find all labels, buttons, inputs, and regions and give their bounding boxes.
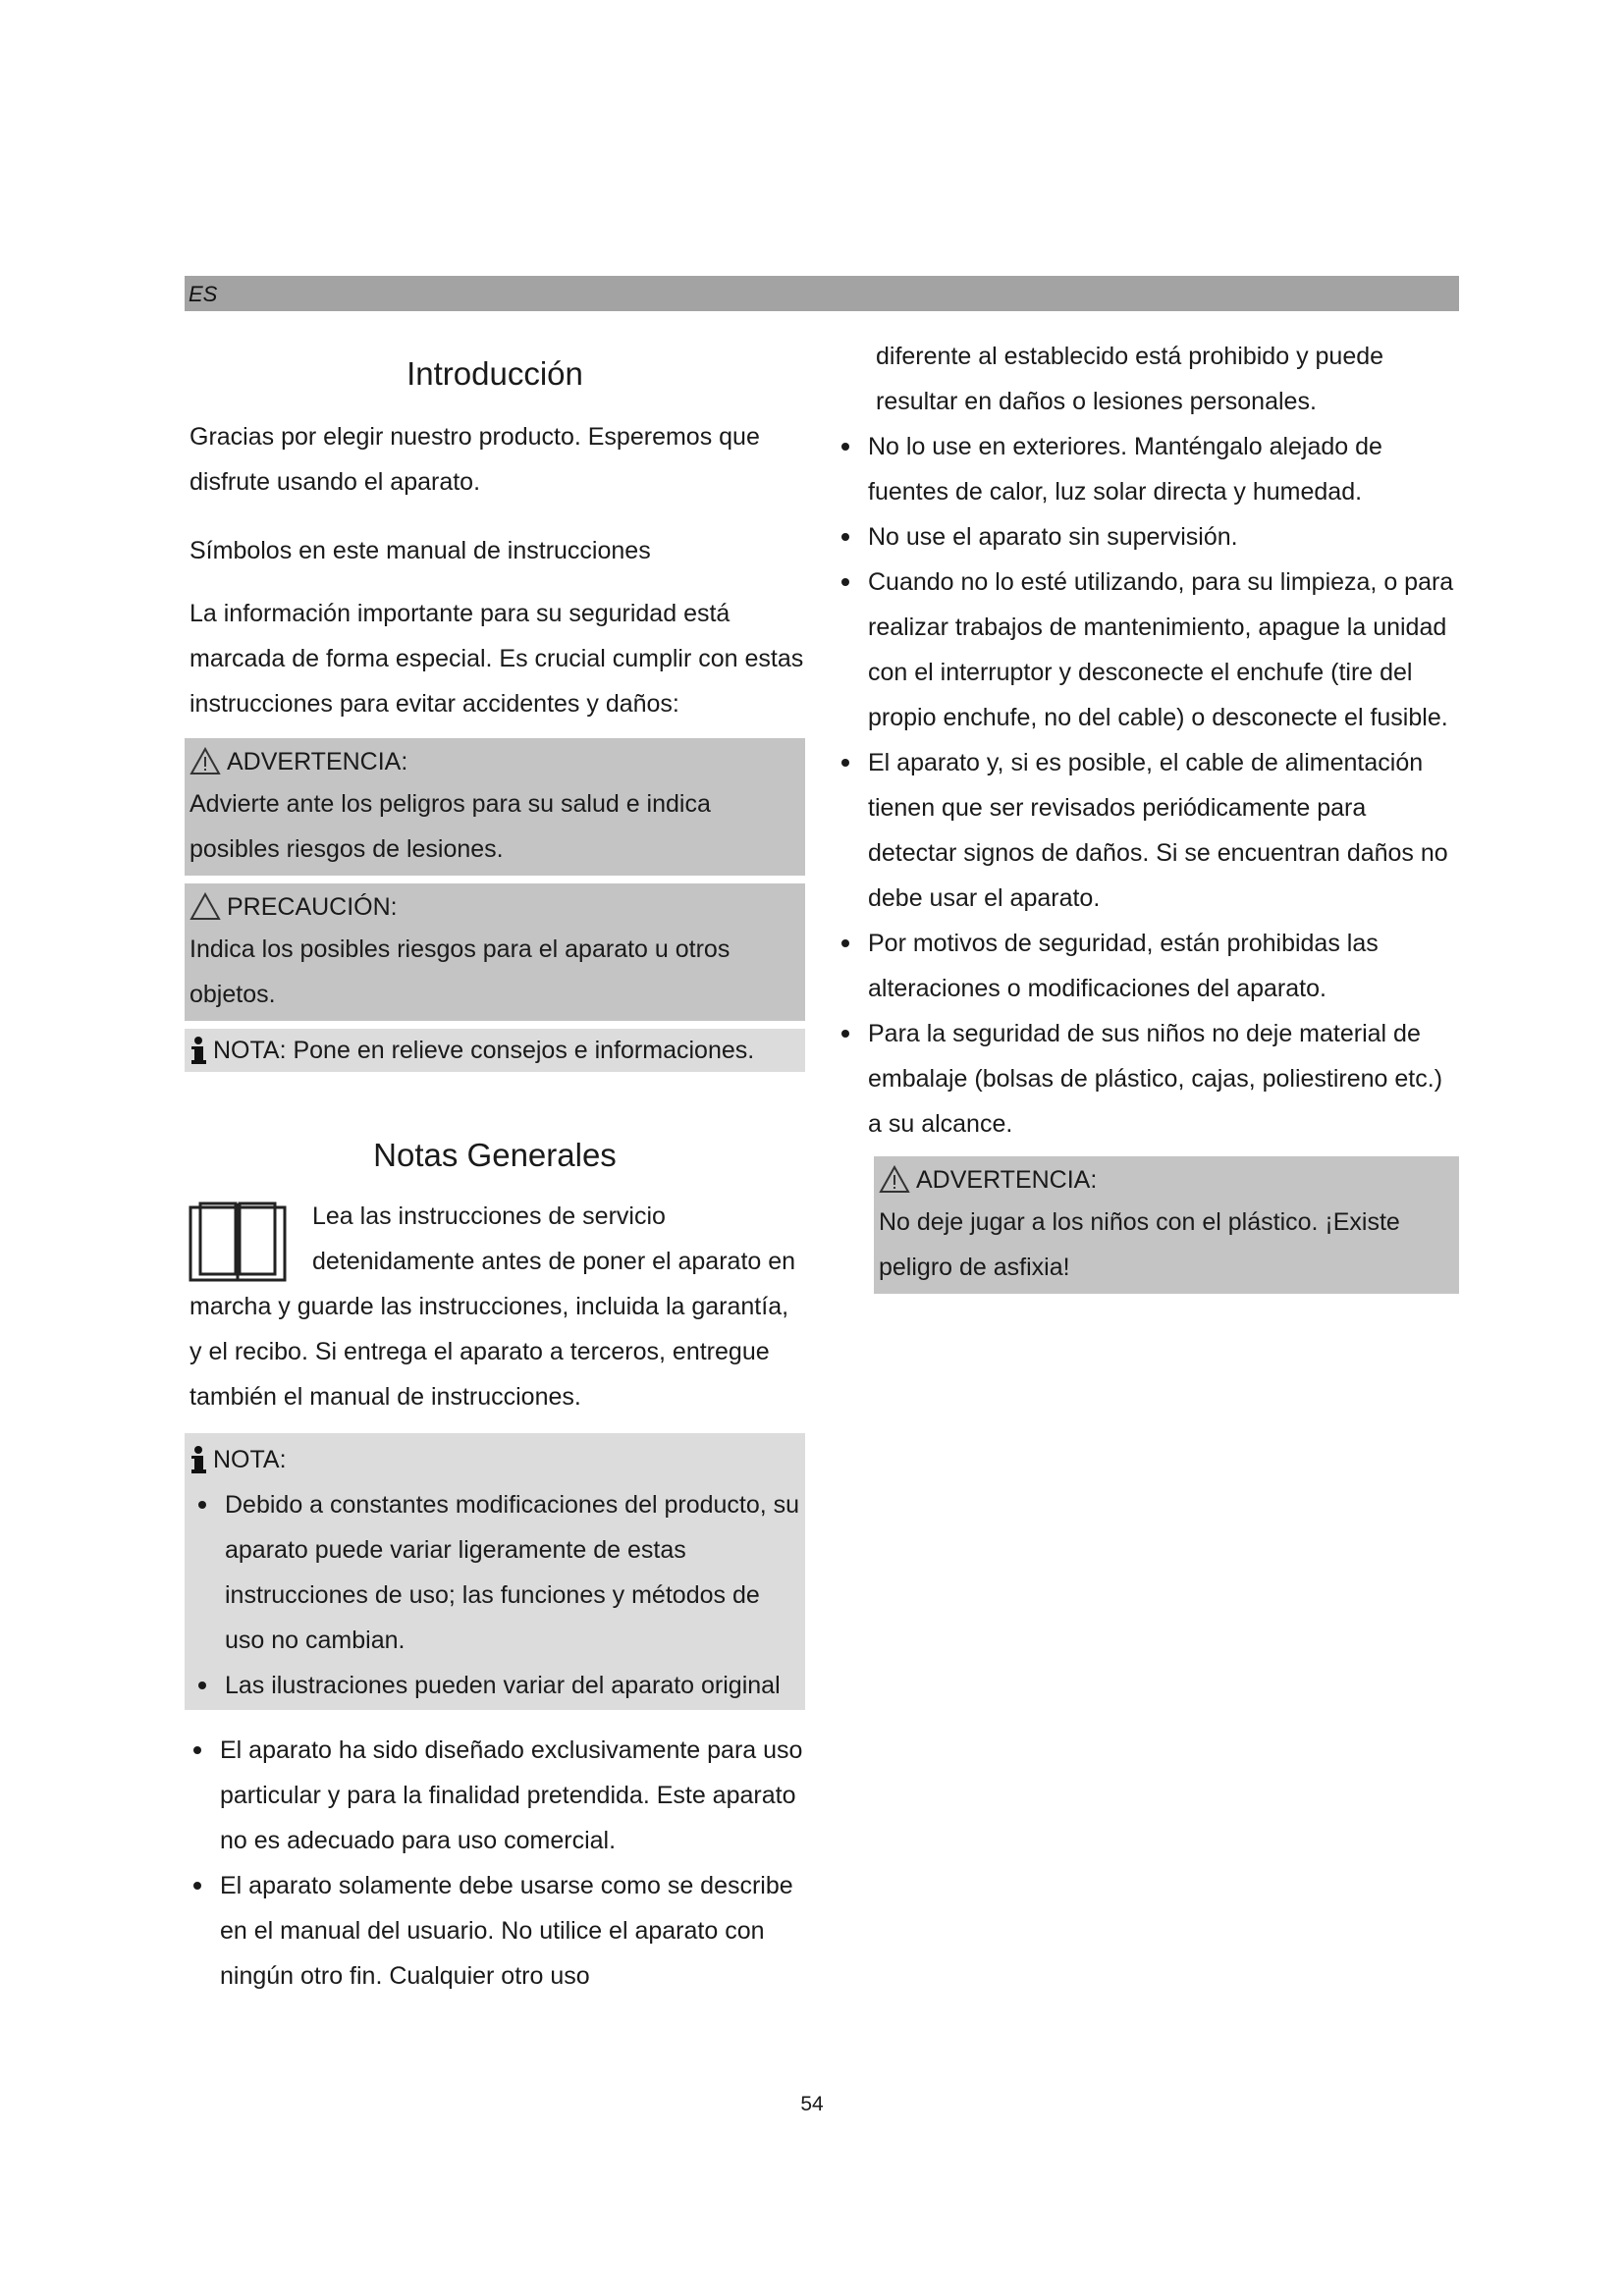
note-line-text: NOTA: Pone en relieve consejos e informaciones. — [213, 1037, 755, 1064]
info-icon — [189, 1036, 207, 1065]
list-item: Por motivos de seguridad, están prohibidas las alteraciones o modificaciones del aparato. — [833, 921, 1459, 1011]
book-icon — [189, 1200, 287, 1284]
symbols-heading: Símbolos en este manual de instrucciones — [189, 537, 651, 564]
general-notes-title: Notas Generales — [373, 1137, 617, 1173]
note-box-title: NOTA: — [213, 1446, 287, 1473]
continuation-text: diferente al establecido está prohibido y puede resultar en daños o lesiones personales. — [876, 343, 1384, 415]
right-warning-box-text: No deje jugar a los niños con el plástico. ¡Existe peligro de asfixia! — [879, 1208, 1400, 1281]
caution-box-title: PRECAUCIÓN: — [227, 893, 398, 921]
caution-box — [185, 883, 805, 1021]
warning-triangle-icon — [189, 747, 221, 776]
list-item: No lo use en exteriores. Manténgalo alejado de fuentes de calor, luz solar directa y humedad. — [833, 424, 1459, 514]
right-column — [833, 334, 1459, 1294]
list-item: Debido a constantes modificaciones del producto, su aparato puede variar ligeramente de estas instrucciones de uso; las funciones y métodos de uso no cambian. — [189, 1482, 801, 1663]
intro-title: Introducción — [406, 355, 583, 392]
list-item: El aparato ha sido diseñado exclusivamente para uso particular y para la finalidad pretendida. Este aparato no es adecuado para uso comercial. — [185, 1728, 805, 1863]
caution-box-text: Indica los posibles riesgos para el aparato u otros objetos. — [189, 935, 731, 1008]
warning-box-title: ADVERTENCIA: — [227, 748, 408, 775]
list-item: El aparato y, si es posible, el cable de alimentación tienen que ser revisados periódicamente para detectar signos de daños. Si se encuentran daños no debe usar el aparato. — [833, 740, 1459, 921]
note-box — [185, 1433, 805, 1710]
warning-triangle-icon — [879, 1165, 910, 1195]
list-item: El aparato solamente debe usarse como se describe en el manual del usuario. No utilice el aparato con ningún otro fin. Cualquier otro uso — [185, 1863, 805, 1999]
left-bullet-list — [185, 1728, 805, 1999]
note-line-box — [185, 1029, 805, 1072]
symbols-text: La información importante para su seguridad está marcada de forma especial. Es crucial cumplir con estas instrucciones para evitar accidentes y daños: — [189, 600, 804, 718]
info-icon — [189, 1445, 207, 1474]
general-notes-block — [185, 1194, 805, 1419]
language-code: ES — [189, 282, 218, 306]
caution-triangle-icon — [189, 892, 221, 922]
left-column — [185, 334, 805, 1999]
general-notes-text: Lea las instrucciones de servicio detenidamente antes de poner el aparato en marcha y guarde las instrucciones, incluida la garantía, y el recibo. Si entrega el aparato a terceros, entregue también el manual de instrucciones. — [189, 1202, 796, 1411]
intro-text: Gracias por elegir nuestro producto. Esperemos que disfrute usando el aparato. — [189, 423, 760, 496]
language-header-bar — [185, 276, 1459, 311]
list-item: No use el aparato sin supervisión. — [833, 514, 1459, 560]
right-bullet-list — [833, 424, 1459, 1147]
warning-box-text: Advierte ante los peligros para su salud e indica posibles riesgos de lesiones. — [189, 790, 711, 863]
page-number: 54 — [800, 2093, 824, 2115]
right-warning-box-title: ADVERTENCIA: — [916, 1166, 1098, 1194]
note-box-list — [189, 1482, 801, 1708]
list-item: Cuando no lo esté utilizando, para su limpieza, o para realizar trabajos de mantenimiento, apague la unidad con el interruptor y desconecte el enchufe (tire del propio enchufe, no del cable) o desconecte el fusible. — [833, 560, 1459, 740]
right-warning-box — [874, 1156, 1459, 1294]
list-item: Para la seguridad de sus niños no deje material de embalaje (bolsas de plástico, cajas, poliestireno etc.) a su alcance. — [833, 1011, 1459, 1147]
list-item: Las ilustraciones pueden variar del aparato original — [189, 1663, 801, 1708]
warning-box — [185, 738, 805, 876]
